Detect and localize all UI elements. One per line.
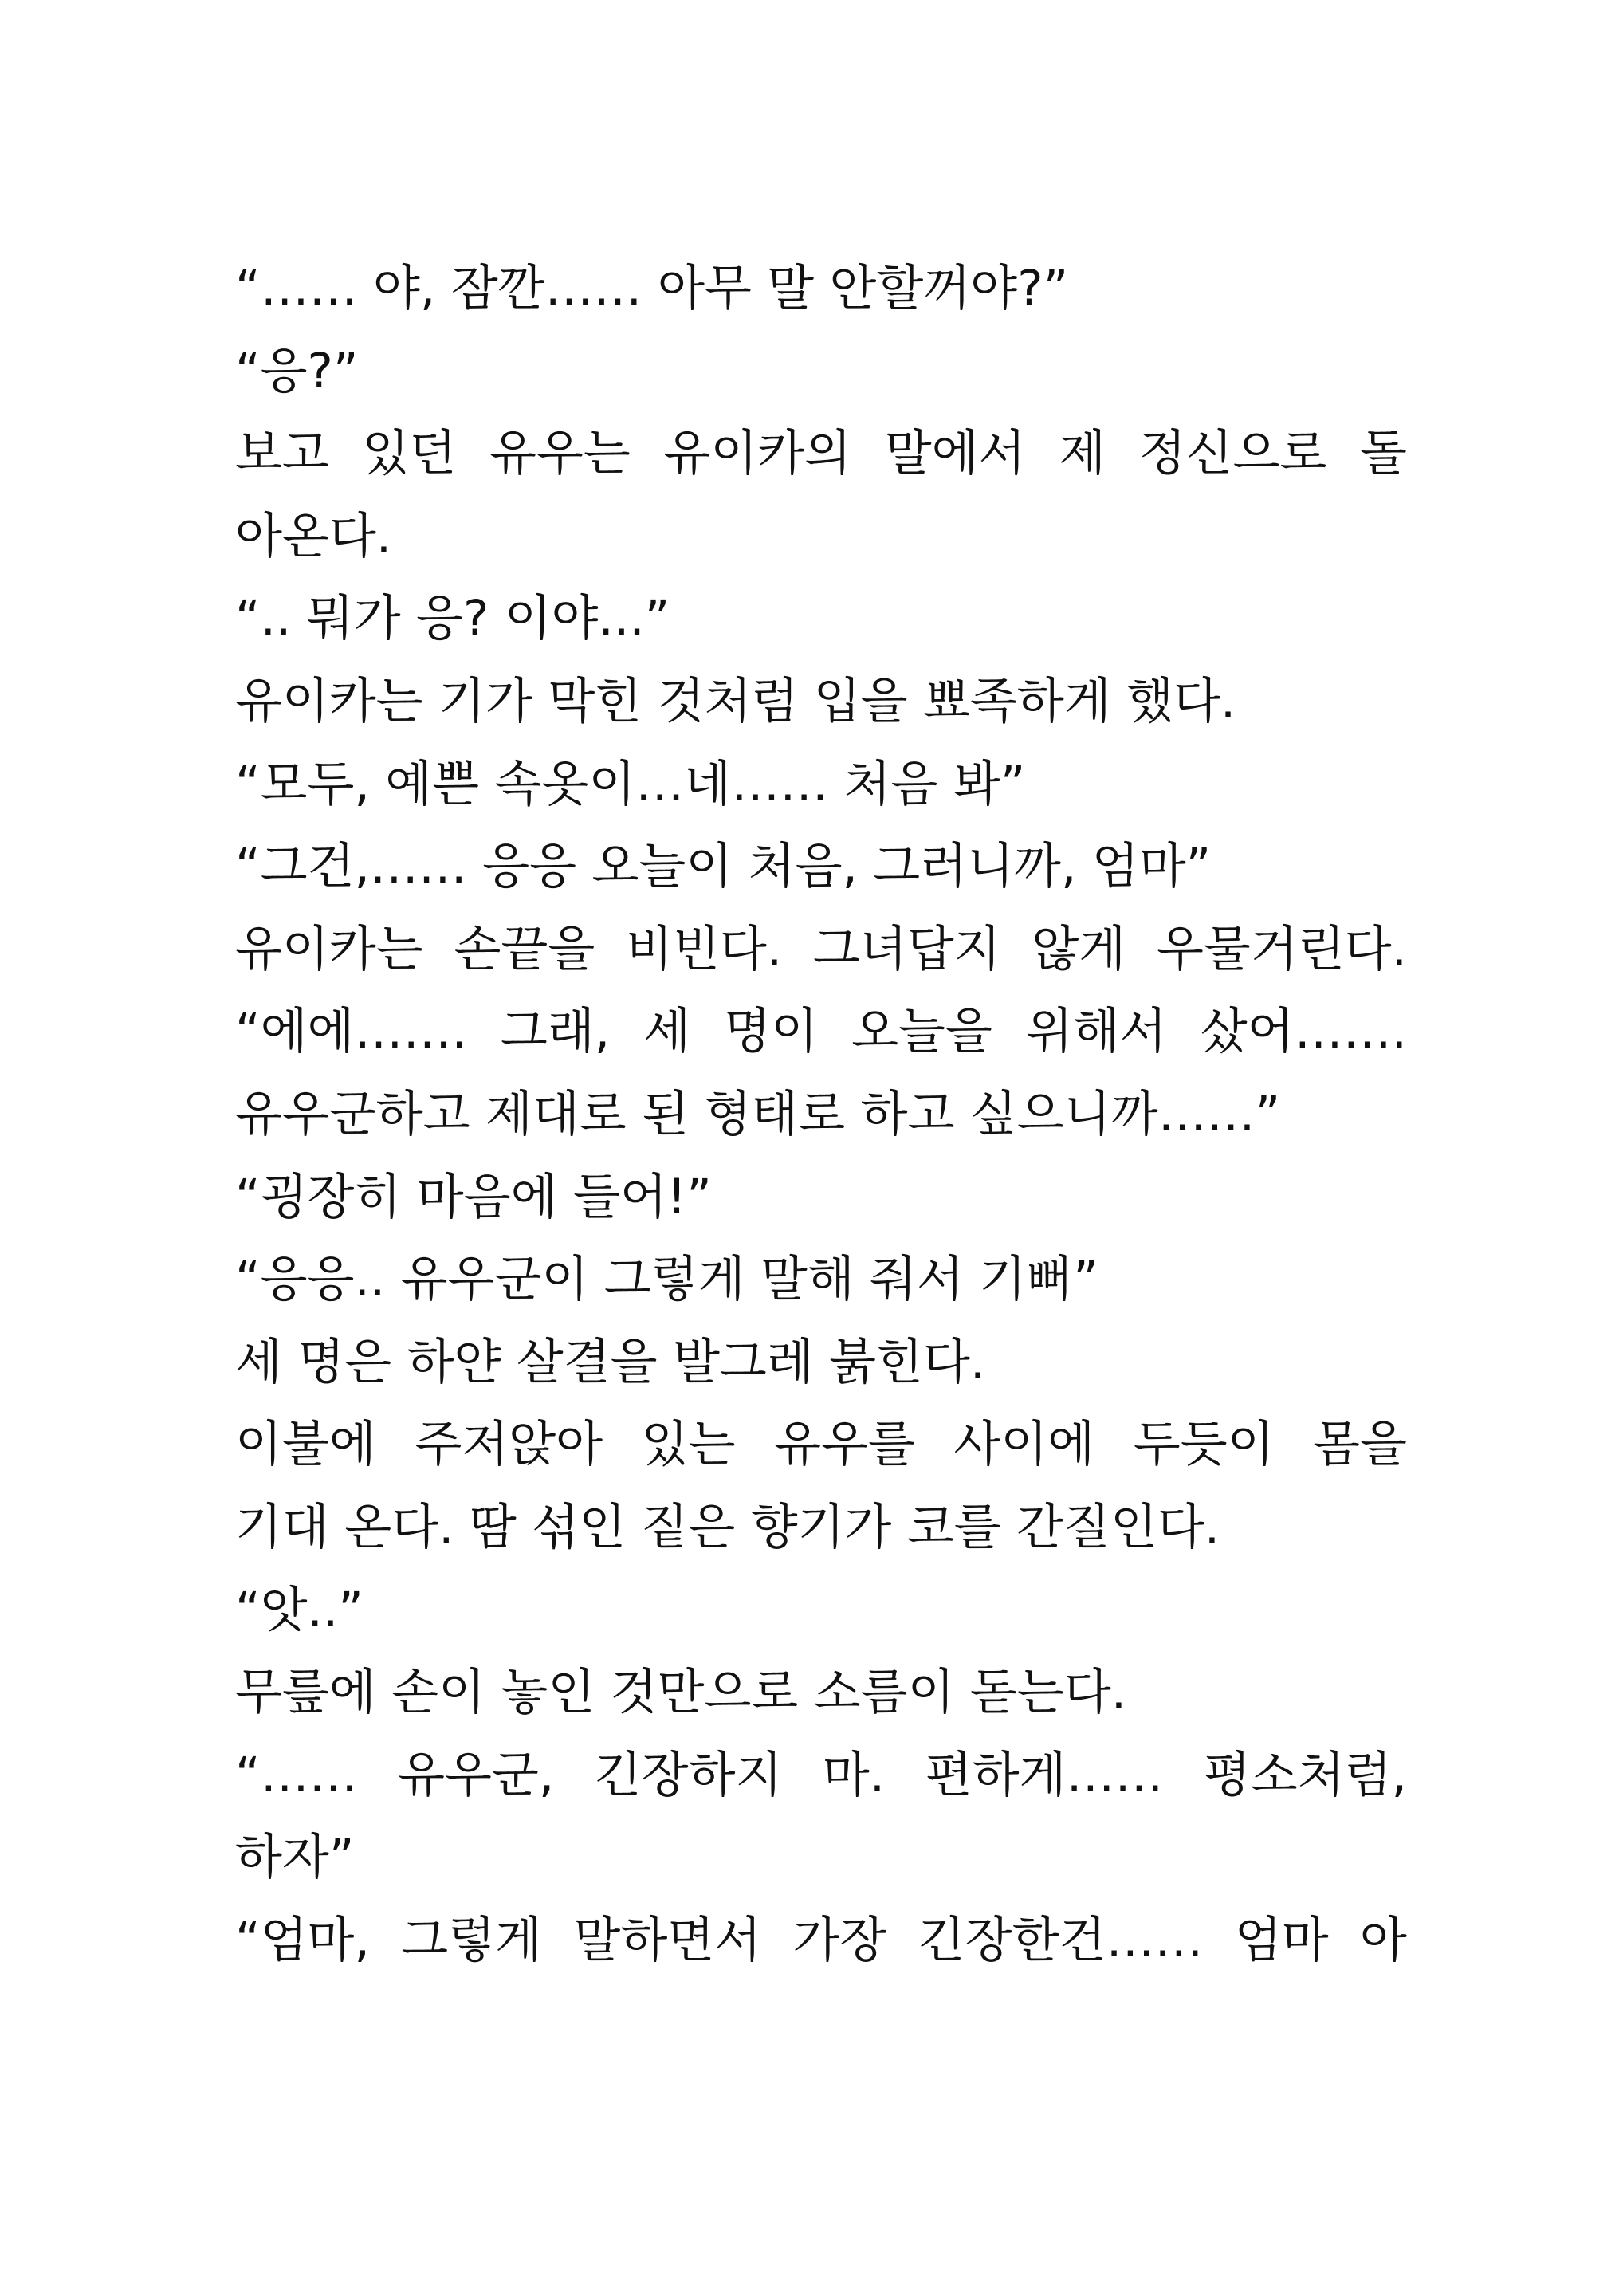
text-line-7: “모두, 예쁜 속옷이…네…… 처음 봐” bbox=[235, 755, 1026, 812]
text-line-14: 세 명은 하얀 살결을 발그레 붉힌다. bbox=[235, 1333, 986, 1390]
text-line-5: “.. 뭐가 응? 이야...” bbox=[235, 590, 670, 647]
text-line-19: “…… 유우군, 긴장하지 마. 편하게…… 평소처럼, bbox=[235, 1746, 1407, 1803]
text-line-10: “에에……. 그래, 세 명이 오늘을 위해서 샀어……. bbox=[235, 1003, 1407, 1060]
text-line-3: 보고 있던 유우는 유이카의 말에서 제 정신으로 돌 bbox=[235, 425, 1407, 482]
text-line-21: “엄마, 그렇게 말하면서 가장 긴장한건…… 엄마 아 bbox=[235, 1911, 1407, 1968]
text-line-2: “응?” bbox=[235, 342, 359, 399]
text-line-15: 이불에 주저앉아 있는 유우를 사이에 두듯이 몸을 bbox=[235, 1416, 1407, 1473]
text-line-16: 기대 온다. 땀 섞인 짙은 향기가 코를 간질인다. bbox=[235, 1498, 1220, 1555]
text-line-8: “그건,…… 응응 오늘이 처음, 그러니까, 엄마” bbox=[235, 838, 1212, 895]
text-line-13: “응응.. 유우군이 그렇게 말해 줘서 기뻐” bbox=[235, 1251, 1098, 1308]
text-line-11: 유우군하고 제대로 된 형태로 하고 싶으니까……” bbox=[235, 1085, 1281, 1142]
text-line-9: 유이카는 손끝을 비빈다. 그녀답지 않게 우물거린다. bbox=[235, 920, 1407, 977]
body-text bbox=[235, 247, 1407, 1981]
text-line-6: 유이카는 기가 막힌 것처럼 입을 뾰족하게 했다. bbox=[235, 672, 1236, 729]
text-line-4: 아온다. bbox=[235, 507, 392, 564]
text-line-17: “앗..” bbox=[235, 1581, 364, 1638]
text-line-1: “…… 야, 잠깐…… 아무 말 안할꺼야?” bbox=[235, 260, 1069, 316]
text-line-20: 하자” bbox=[235, 1829, 355, 1886]
text-line-12: “굉장히 마음에 들어!” bbox=[235, 1168, 712, 1225]
text-line-18: 무릎에 손이 놓인 것만으로 소름이 돋는다. bbox=[235, 1664, 1127, 1721]
